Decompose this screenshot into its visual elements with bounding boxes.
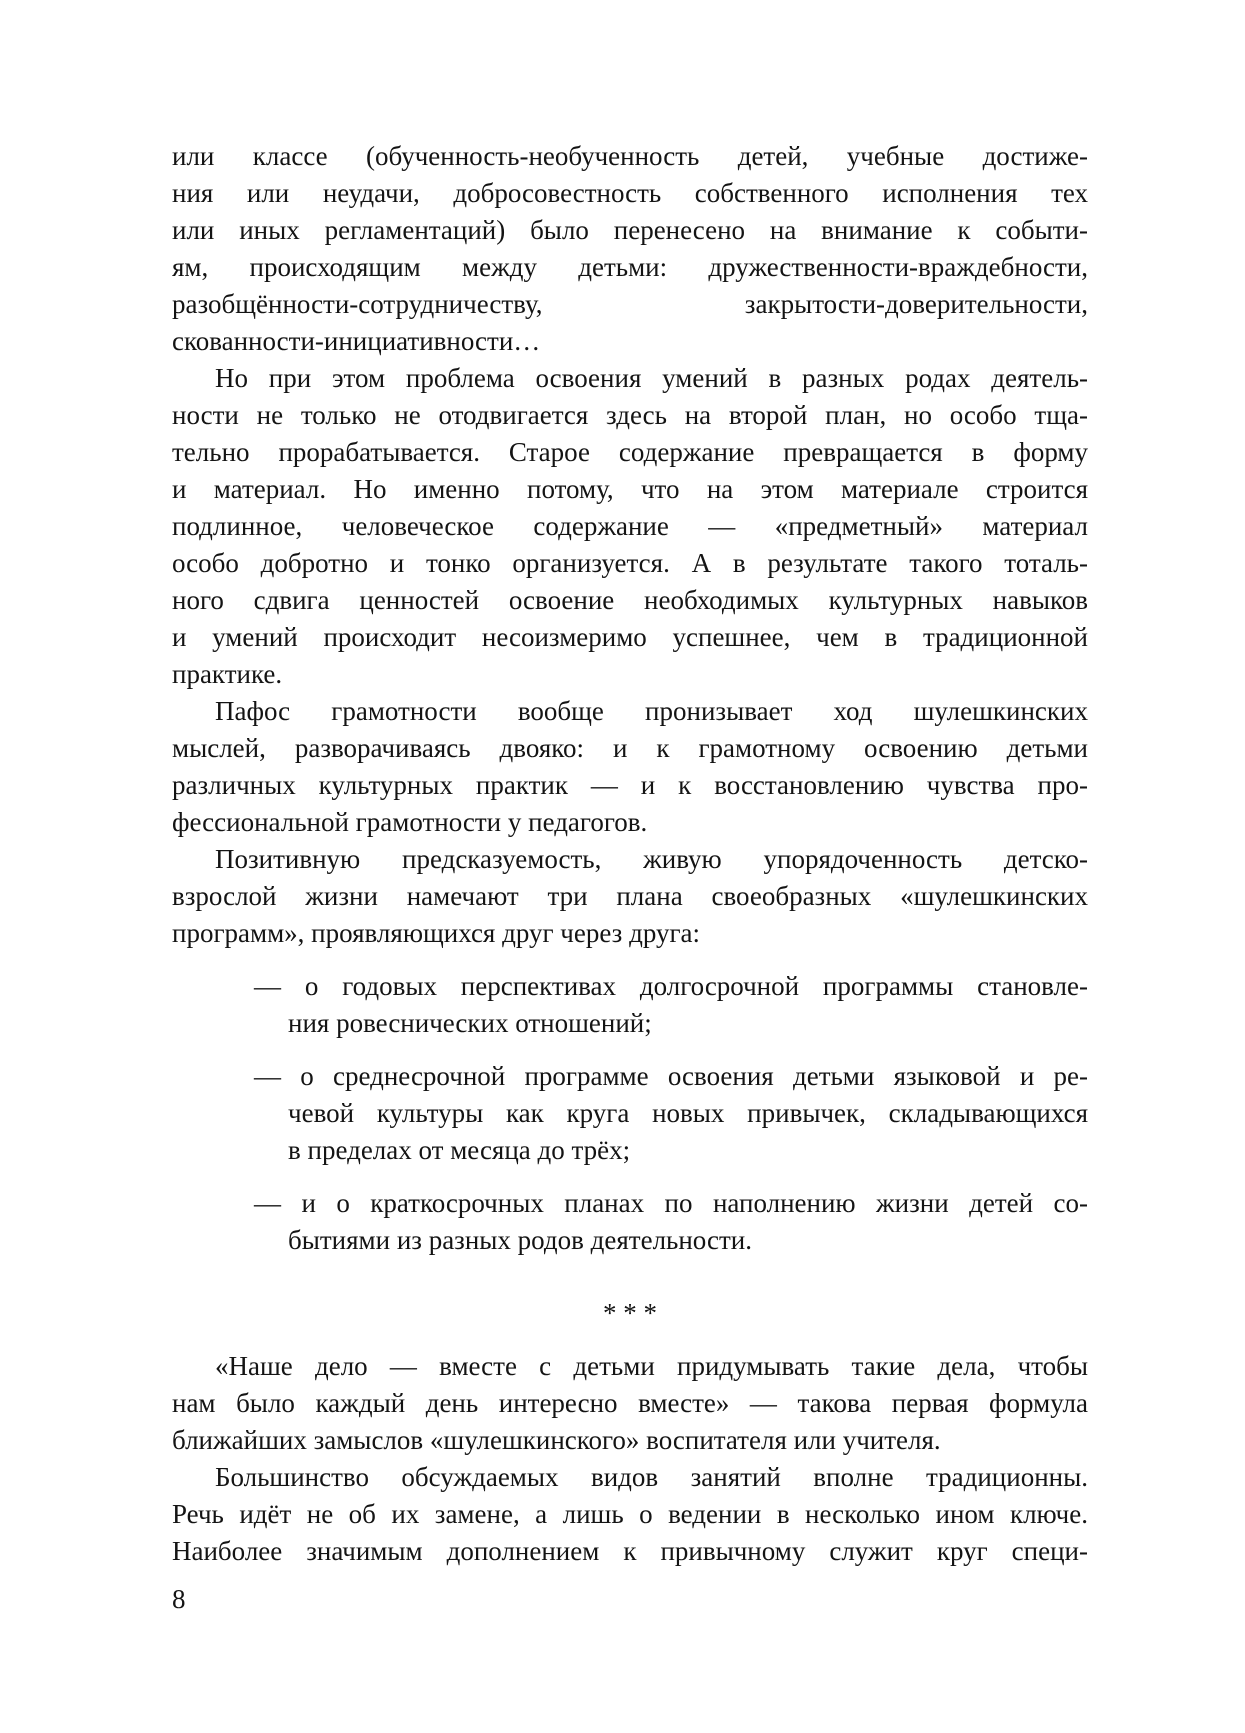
paragraph-line: взрослой жизни намечают три плана своеобразных «шулешкинских (172, 881, 1088, 911)
list-item-line: чевой культуры как круга новых привычек, складывающихся (288, 1098, 1088, 1128)
list-item-line: в пределах от месяца до трёх; (288, 1135, 631, 1165)
paragraph-line: Позитивную предсказуемость, живую упорядоченность детско- (215, 844, 1088, 874)
list-item-line: ния ровеснических отношений; (288, 1008, 652, 1038)
list-item-line: бытиями из разных родов деятельности. (288, 1225, 752, 1255)
paragraph-line: и материал. Но именно потому, что на этом материале строится (172, 474, 1088, 504)
paragraph-line: мыслей, разворачиваясь двояко: и к грамотному освоению детьми (172, 733, 1088, 763)
text-content (172, 138, 1088, 1570)
paragraph-line: ям, происходящим между детьми: дружественности-враждебности, (172, 252, 1088, 282)
paragraph-line: Но при этом проблема освоения умений в разных родах деятель- (215, 363, 1088, 393)
paragraph (172, 693, 1088, 841)
list-item-line: — о годовых перспективах долгосрочной программы становле- (254, 971, 1088, 1001)
paragraph-line: разобщённости-сотрудничеству, закрытости-доверительности, (172, 289, 1088, 319)
paragraph-line: Наиболее значимым дополнением к привычному служит круг специ- (172, 1536, 1088, 1566)
paragraph-line: скованности-инициативности… (172, 326, 541, 356)
paragraph-line: Пафос грамотности вообще пронизывает ход шулешкинских (215, 696, 1088, 726)
paragraph (172, 841, 1088, 952)
section-separator: * * * (603, 1298, 657, 1328)
list-item-line: — о среднесрочной программе освоения детьми языковой и ре- (254, 1061, 1088, 1091)
page-number: 8 (172, 1584, 186, 1614)
paragraph-line: тельно прорабатывается. Старое содержание превращается в форму (172, 437, 1088, 467)
list (172, 968, 1088, 1259)
paragraph-line: и умений происходит несоизмеримо успешнее, чем в традиционной (172, 622, 1088, 652)
paragraph-line: подлинное, человеческое содержание — «предметный» материал (172, 511, 1088, 541)
paragraph-line: Большинство обсуждаемых видов занятий вполне традиционны. (215, 1462, 1088, 1492)
list-item (172, 968, 1088, 1042)
paragraph-line: практике. (172, 659, 283, 689)
paragraph (172, 1348, 1088, 1459)
paragraph-line: нам было каждый день интересно вместе» — такова первая формула (172, 1388, 1088, 1418)
paragraph-line: различных культурных практик — и к восстановлению чувства про- (172, 770, 1088, 800)
paragraph (172, 138, 1088, 360)
paragraph-line: ближайших замыслов «шулешкинского» воспитателя или учителя. (172, 1425, 941, 1455)
paragraph-line: ности не только не отодвигается здесь на второй план, но особо тща- (172, 400, 1088, 430)
paragraph-line: «Наше дело — вместе с детьми придумывать такие дела, чтобы (215, 1351, 1088, 1381)
paragraph-line: или классе (обученность-необученность детей, учебные достиже- (172, 141, 1088, 171)
paragraph-line: Речь идёт не об их замене, а лишь о ведении в несколько ином ключе. (172, 1499, 1088, 1529)
paragraph-line: программ», проявляющихся друг через друга: (172, 918, 701, 948)
paragraph-line: ного сдвига ценностей освоение необходимых культурных навыков (172, 585, 1088, 615)
paragraph-line: ния или неудачи, добросовестность собственного исполнения тех (172, 178, 1088, 208)
list-item (172, 1185, 1088, 1259)
list-item (172, 1058, 1088, 1169)
paragraph-line: фессиональной грамотности у педагогов. (172, 807, 648, 837)
paragraph (172, 360, 1088, 693)
paragraph-line: особо добротно и тонко организуется. А в результате такого тоталь- (172, 548, 1088, 578)
paragraph-line: или иных регламентаций) было перенесено на внимание к событи- (172, 215, 1088, 245)
list-item-line: — и о краткосрочных планах по наполнению жизни детей со- (254, 1188, 1088, 1218)
paragraph (172, 1459, 1088, 1570)
